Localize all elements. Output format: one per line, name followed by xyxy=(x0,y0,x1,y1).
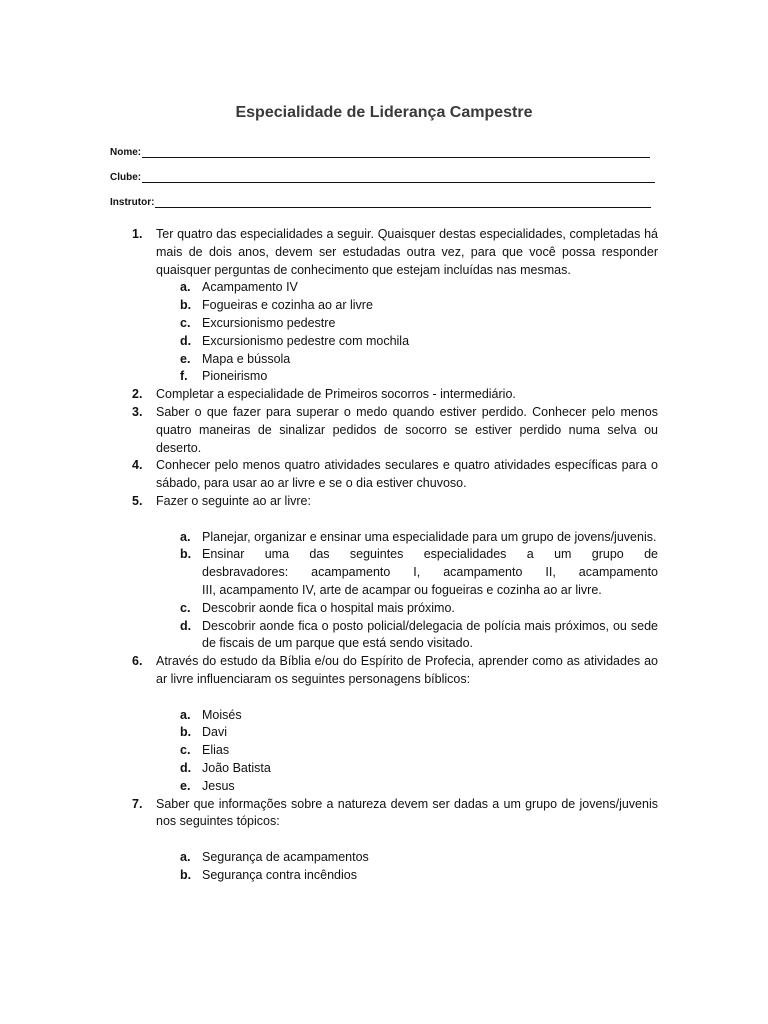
list-item xyxy=(110,386,658,404)
sub-list-item xyxy=(156,742,658,760)
list-item xyxy=(110,796,658,885)
sub-letter: b. xyxy=(180,867,192,882)
item-text: Através do estudo da Bíblia e/ou do Espírito de Profecia, aprender como as atividades ao ar livre influenciaram os seguintes personagens bíblicos: xyxy=(156,654,658,686)
sub-text-line: desbravadores: acampamento I, acampamento II, acampamento xyxy=(202,565,658,580)
item-text: Completar a especialidade de Primeiros socorros - intermediário. xyxy=(156,387,516,402)
item-text: Saber que informações sobre a natureza devem ser dadas a um grupo de jovens/juvenis nos seguintes tópicos: xyxy=(156,796,658,829)
list-item xyxy=(110,404,658,457)
sub-letter: d. xyxy=(180,760,192,775)
sub-list-item xyxy=(156,368,658,386)
item-number: 3. xyxy=(132,404,143,419)
sub-text: Planejar, organizar e ensinar uma especialidade para um grupo de jovens/juvenis. xyxy=(202,529,657,544)
nome-blank-line[interactable] xyxy=(142,147,650,158)
sub-letter: b. xyxy=(180,298,192,313)
sub-text: João Batista xyxy=(202,760,271,775)
sub-letter: c. xyxy=(180,600,191,615)
sub-list-item xyxy=(156,333,658,351)
sub-list-item xyxy=(156,707,658,725)
sub-list xyxy=(156,849,658,885)
item-number: 5. xyxy=(132,493,143,508)
sub-list-item xyxy=(156,618,658,654)
clube-label: Clube: xyxy=(110,172,142,183)
clube-field[interactable] xyxy=(110,169,655,183)
sub-text: Excursionismo pedestre xyxy=(202,315,336,330)
sub-text-line: III, acampamento IV, arte de acampar ou fogueiras e cozinha ao ar livre. xyxy=(202,582,602,597)
sub-letter: b. xyxy=(180,547,192,562)
sub-list-item xyxy=(156,778,658,796)
list-item xyxy=(110,226,658,386)
item-text: Ter quatro das especialidades a seguir. Quaisquer destas especialidades, completadas há mais de dois anos, devem ser estudadas outra vez, para que você possa responder quaisquer perguntas de conhecimento que estejam incluídas nas mesmas. xyxy=(156,227,658,277)
sub-text-line: Ensinar uma das seguintes especialidades a um grupo de xyxy=(202,547,658,562)
sub-letter: e. xyxy=(180,778,191,793)
sub-letter: c. xyxy=(180,315,191,330)
sub-list-item xyxy=(156,546,658,599)
sub-text: Excursionismo pedestre com mochila xyxy=(202,333,410,348)
sub-list-item xyxy=(156,529,658,547)
sub-list-item xyxy=(156,849,658,867)
sub-list-item xyxy=(156,279,658,297)
item-number: 6. xyxy=(132,654,143,669)
item-text: Fazer o seguinte ao ar livre: xyxy=(156,493,311,508)
sub-list-item xyxy=(156,600,658,618)
nome-field[interactable] xyxy=(110,144,650,158)
item-number: 1. xyxy=(132,227,143,241)
sub-list-item xyxy=(156,867,658,885)
item-text: Saber o que fazer para superar o medo quando estiver perdido. Conhecer pelo menos quatro maneiras de sinalizar pedidos de socorro se estiver perdido numa selva ou deserto. xyxy=(156,404,658,455)
item-number: 2. xyxy=(132,387,143,402)
requirements-list xyxy=(110,226,658,884)
sub-text: Segurança contra incêndios xyxy=(202,867,357,882)
sub-text: Davi xyxy=(202,725,228,740)
item-number: 7. xyxy=(132,796,143,811)
sub-list-item xyxy=(156,351,658,369)
sub-letter: b. xyxy=(180,725,192,740)
item-text: Conhecer pelo menos quatro atividades seculares e quatro atividades específicas para o sábado, para usar ao ar livre e se o dia estiver chuvoso. xyxy=(156,458,658,491)
sub-list xyxy=(156,279,658,386)
sub-letter: f. xyxy=(180,369,188,384)
sub-letter: a. xyxy=(180,849,191,864)
sub-text: Jesus xyxy=(202,778,235,793)
sub-text: Mapa e bússola xyxy=(202,351,291,366)
sub-list xyxy=(156,707,658,796)
sub-list-item xyxy=(156,724,658,742)
nome-label: Nome: xyxy=(110,147,142,158)
sub-list-item xyxy=(156,760,658,778)
list-item xyxy=(110,493,658,653)
sub-text: Pioneirismo xyxy=(202,369,268,384)
list-item xyxy=(110,457,658,493)
sub-letter: d. xyxy=(180,333,192,348)
sub-list-item xyxy=(156,297,658,315)
sub-letter: a. xyxy=(180,529,191,544)
sub-text: Acampamento IV xyxy=(202,280,298,295)
sub-letter: c. xyxy=(180,743,191,758)
sub-text: Descobrir aonde fica o hospital mais próximo. xyxy=(202,600,455,615)
sub-letter: d. xyxy=(180,618,192,633)
instrutor-blank-line[interactable] xyxy=(155,197,651,208)
item-number: 4. xyxy=(132,458,143,473)
sub-text: Elias xyxy=(202,743,230,758)
clube-blank-line[interactable] xyxy=(142,172,655,183)
sub-letter: a. xyxy=(180,707,191,722)
sub-text: Moisés xyxy=(202,707,242,722)
document-title: Especialidade de Liderança Campestre xyxy=(235,104,533,121)
sub-letter: a. xyxy=(180,280,191,295)
instrutor-label: Instrutor: xyxy=(110,197,155,208)
instrutor-field[interactable] xyxy=(110,194,651,208)
sub-letter: e. xyxy=(180,351,191,366)
sub-text: Fogueiras e cozinha ao ar livre xyxy=(202,298,373,313)
list-item xyxy=(110,653,658,795)
sub-list-item xyxy=(156,315,658,333)
sub-text: Descobrir aonde fica o posto policial/delegacia de polícia mais próximos, ou sede de fiscais de um parque que está sendo visitado. xyxy=(202,618,658,651)
sub-list xyxy=(156,529,658,654)
sub-text: Segurança de acampamentos xyxy=(202,849,369,864)
